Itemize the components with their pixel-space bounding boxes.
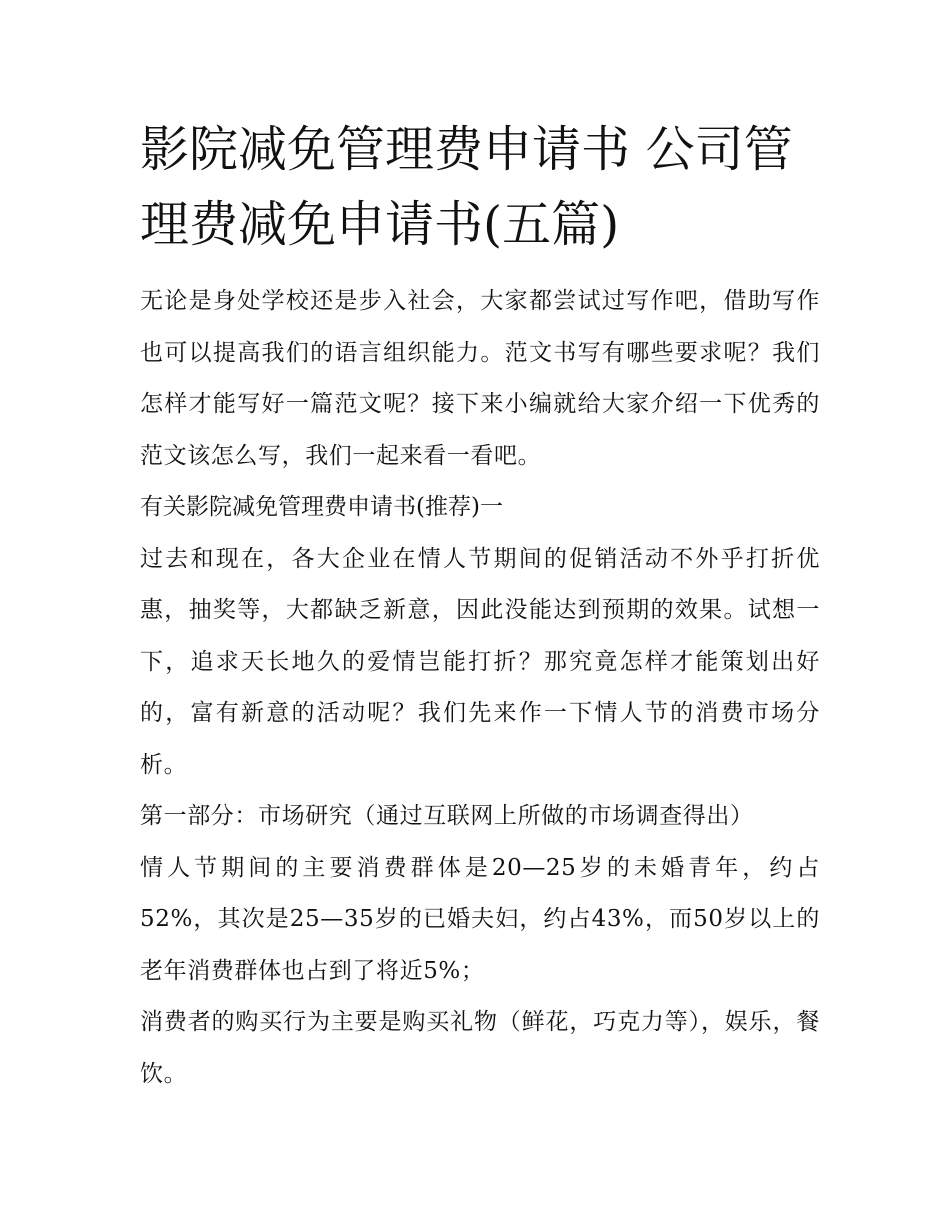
- paragraph-part-one: 第一部分：市场研究（通过互联网上所做的市场调查得出）: [140, 803, 754, 829]
- intro-paragraph: 无论是身处学校还是步入社会，大家都尝试过写作吧，借助写作也可以提高我们的语言组织能力。范文书写有哪些要求呢？我们怎样才能写好一篇范文呢？接下来小编就给大家介绍一下优秀的范文该怎么写，我们一起来看一看吧。: [140, 288, 820, 469]
- paragraph-purchase-behavior: 消费者的购买行为主要是购买礼物（鲜花，巧克力等），娱乐，餐饮。: [140, 1009, 820, 1087]
- paragraph-consumer-groups: 情人节期间的主要消费群体是20—25岁的未婚青年，约占52%，其次是25—35岁的已婚夫妇，约占43%，而50岁以上的老年消费群体也占到了将近5%；: [140, 854, 820, 984]
- section-heading: 有关影院减免管理费申请书(推荐)一: [140, 494, 503, 520]
- document-body: [140, 276, 820, 1100]
- document-title: 影院减免管理费申请书 公司管理费减免申请书(五篇): [140, 121, 793, 253]
- document-page: [140, 112, 820, 1100]
- paragraph-market-intro: 过去和现在，各大企业在情人节期间的促销活动不外乎打折优惠，抽奖等，大都缺乏新意，因此没能达到预期的效果。试想一下，追求天长地久的爱情岂能打折？那究竟怎样才能策划出好的，富有新意的活动呢？我们先来作一下情人节的消费市场分析。: [140, 545, 820, 778]
